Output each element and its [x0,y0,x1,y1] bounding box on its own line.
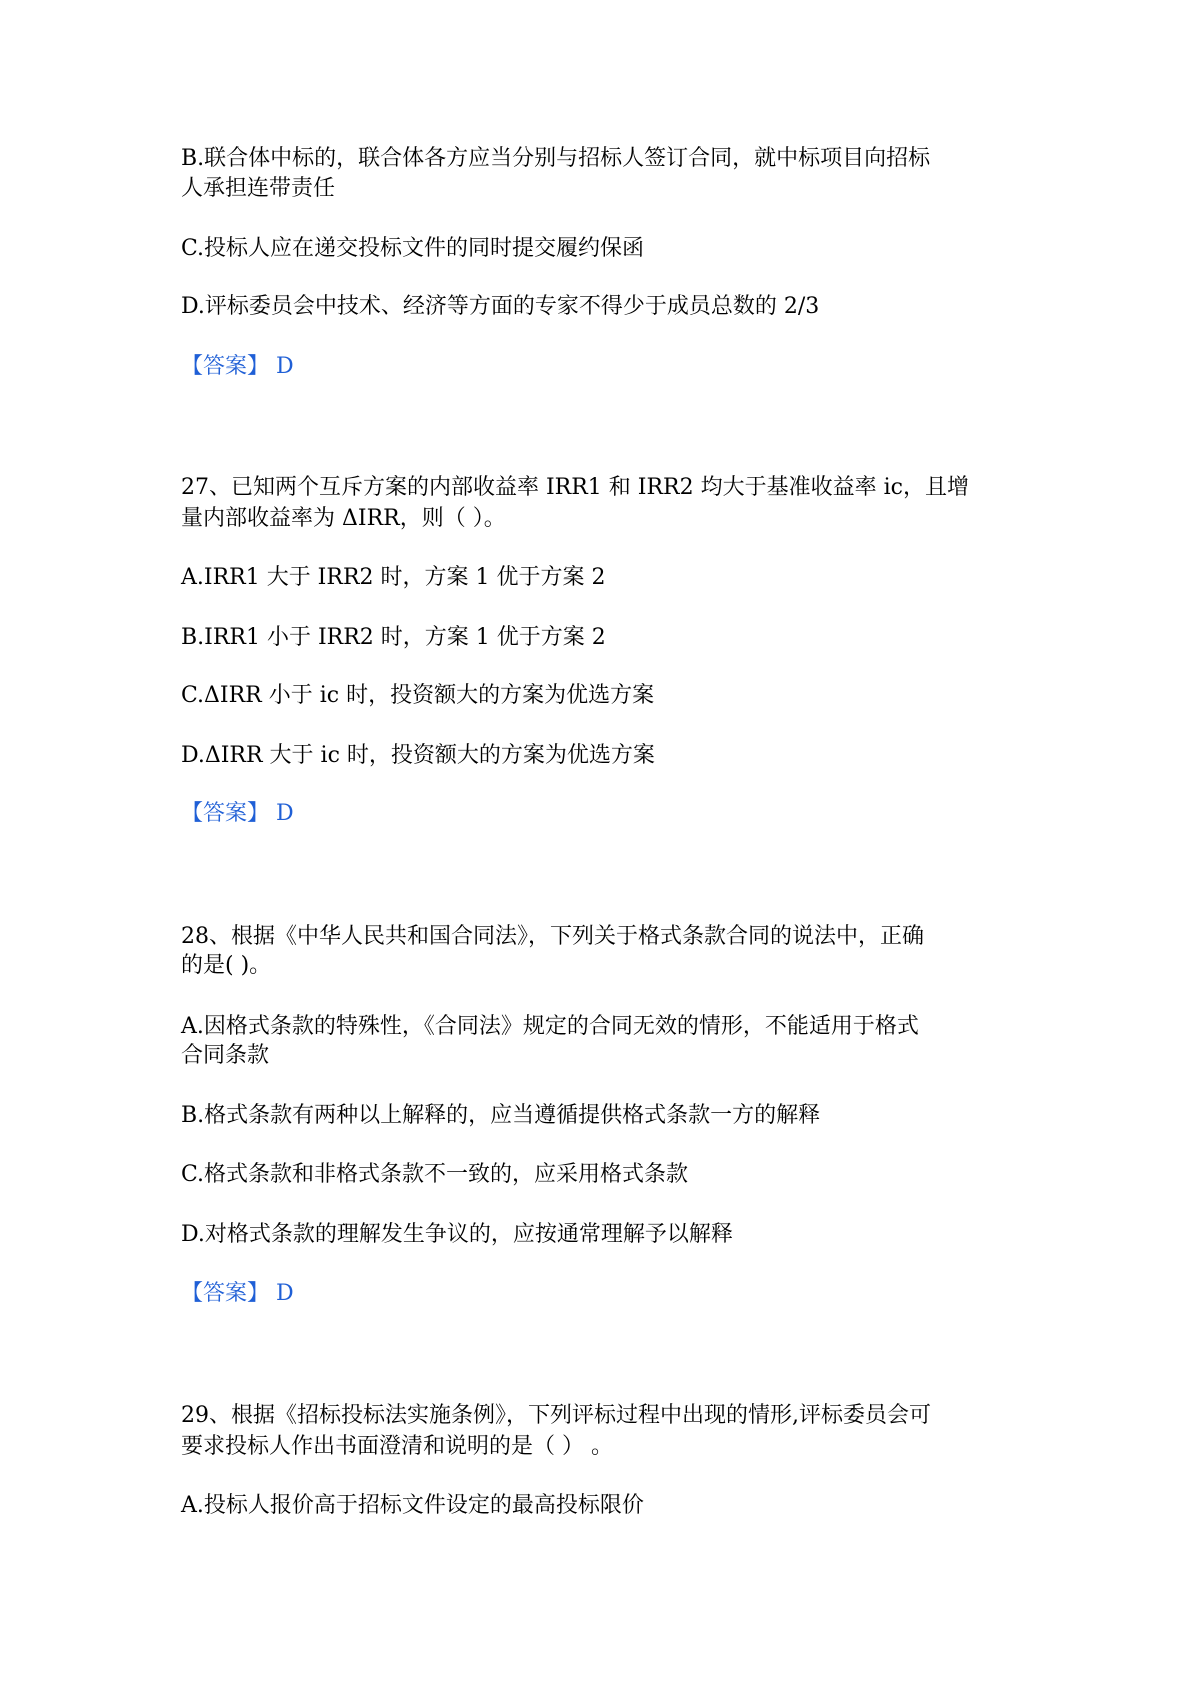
answer-26: 【答案】 D [181,354,294,379]
option-b-line-1: B.联合体中标的，联合体各方应当分别与招标人签订合同，就中标项目向招标 [181,146,931,171]
q27-option-d: D.ΔIRR 大于 ic 时，投资额大的方案为优选方案 [181,743,655,768]
question-27-line-1: 27、已知两个互斥方案的内部收益率 IRR1 和 IRR2 均大于基准收益率 ic，且增 [181,475,969,500]
answer-28: 【答案】 D [181,1281,294,1306]
option-c: C.投标人应在递交投标文件的同时提交履约保函 [181,236,645,261]
q29-option-a: A.投标人报价高于招标文件设定的最高投标限价 [181,1493,644,1518]
question-29-line-1: 29、根据《招标投标法实施条例》，下列评标过程中出现的情形,评标委员会可 [181,1403,931,1428]
option-d: D.评标委员会中技术、经济等方面的专家不得少于成员总数的 2/3 [181,294,820,319]
q28-option-a-line-1: A.因格式条款的特殊性，《合同法》规定的合同无效的情形，不能适用于格式 [181,1014,919,1039]
question-28-line-2: 的是( )。 [181,953,272,978]
q28-option-c: C.格式条款和非格式条款不一致的，应采用格式条款 [181,1162,689,1187]
question-27-line-2: 量内部收益率为 ΔIRR，则（ ）。 [181,506,506,531]
q27-option-c: C.ΔIRR 小于 ic 时，投资额大的方案为优选方案 [181,683,655,708]
q27-option-a: A.IRR1 大于 IRR2 时，方案 1 优于方案 2 [181,565,606,590]
option-b-line-2: 人承担连带责任 [181,176,336,201]
question-28-line-1: 28、根据《中华人民共和国合同法》，下列关于格式条款合同的说法中，正确 [181,924,924,949]
question-29-line-2: 要求投标人作出书面澄清和说明的是（ ） 。 [181,1434,613,1459]
q28-option-b: B.格式条款有两种以上解释的，应当遵循提供格式条款一方的解释 [181,1103,821,1128]
answer-27: 【答案】 D [181,801,294,826]
q27-option-b: B.IRR1 小于 IRR2 时，方案 1 优于方案 2 [181,625,606,650]
q28-option-a-line-2: 合同条款 [181,1043,270,1068]
q28-option-d: D.对格式条款的理解发生争议的，应按通常理解予以解释 [181,1222,733,1247]
